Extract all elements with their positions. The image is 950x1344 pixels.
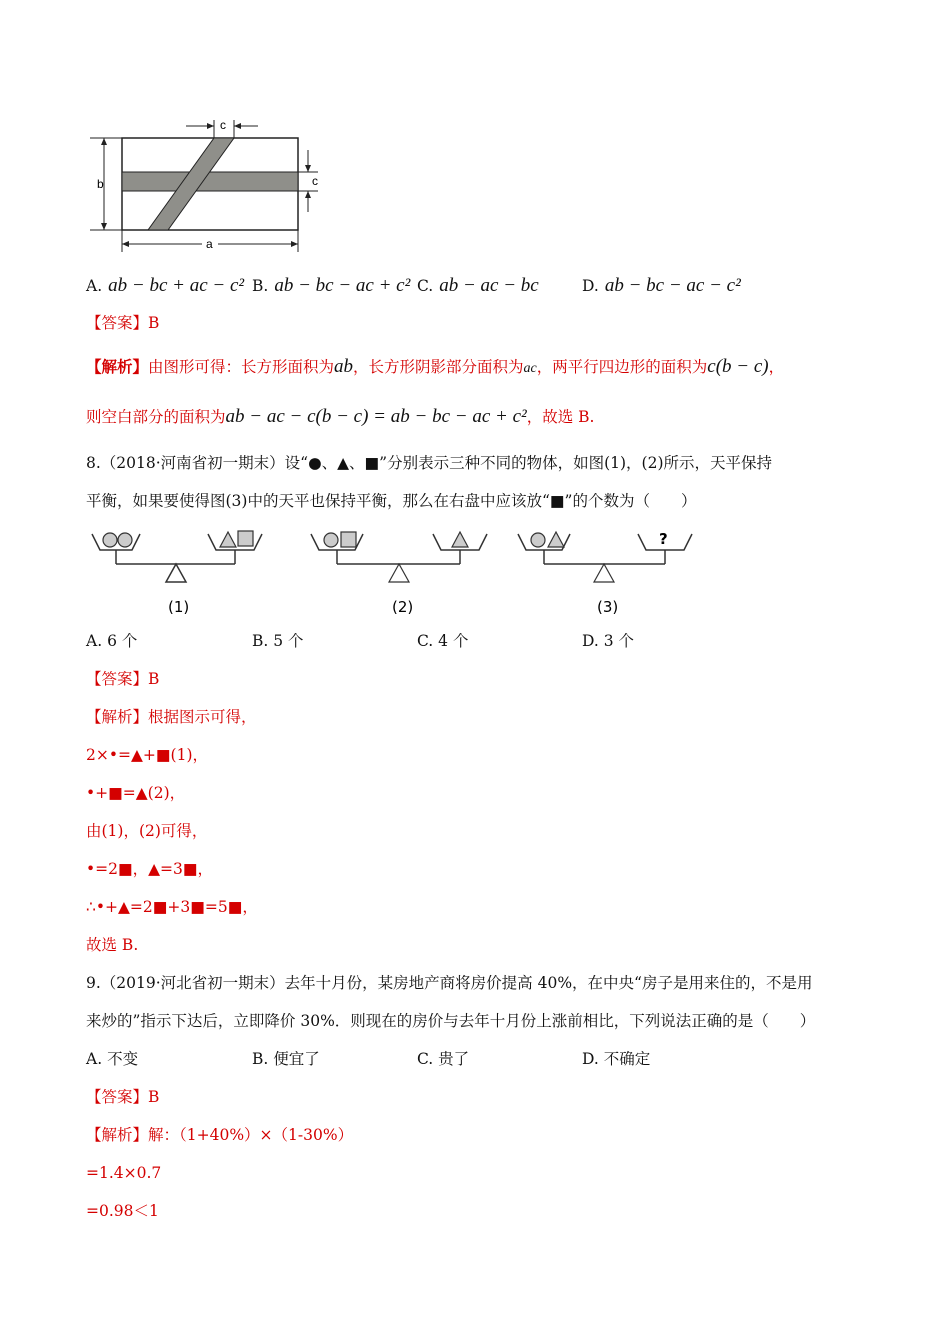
option-letter: B. [252, 277, 269, 295]
caption-3: (3) [597, 598, 619, 616]
q7-analysis-line2 [86, 406, 594, 428]
label-a: a [206, 237, 213, 251]
option-letter: C. [417, 277, 434, 295]
q7-option-d [582, 275, 741, 297]
caption-1: (1) [168, 598, 190, 616]
option-expression: ab − bc + ac − c² [108, 275, 245, 296]
option-expression: ab − bc − ac + c² [274, 275, 411, 296]
q8-analysis-line: 故选 B. [86, 936, 139, 954]
q9-stem-line1: 9.（2019·河北省初一期末）去年十月份，某房地产商将房价提高 40%，在中央“房子是用来住的，不是用 [86, 974, 813, 992]
q9-option-c [417, 1048, 469, 1070]
option-text: 3 个 [603, 632, 635, 650]
analysis-text: ，两平行四边形的面积为 [536, 358, 708, 376]
q8-analysis-line: 【解析】根据图示可得， [86, 708, 257, 726]
rectangle-road-figure [86, 112, 326, 260]
option-letter: D. [582, 1050, 599, 1068]
q8-analysis-line: •+■=▲(2)， [86, 784, 186, 802]
math-ab: ab [334, 356, 354, 377]
option-letter: D. [582, 632, 599, 650]
q8-option-c [417, 630, 468, 652]
option-letter: C. [417, 632, 434, 650]
question-mark: ? [659, 530, 668, 548]
q9-analysis-line: =0.98＜1 [86, 1202, 159, 1220]
q7-option-c [417, 275, 539, 297]
q8-option-d [582, 630, 634, 652]
option-text: 6 个 [107, 632, 138, 650]
q8-analysis-line: 由(1)，(2)可得， [86, 822, 208, 840]
scale-1 [92, 531, 262, 616]
option-letter: A. [86, 277, 103, 295]
analysis-text: ，故选 B. [526, 408, 595, 426]
q7-option-a [86, 275, 244, 297]
analysis-text: ， [768, 358, 785, 376]
horizontal-road [122, 172, 298, 191]
label-c-top: c [220, 118, 226, 132]
option-text: 便宜了 [273, 1050, 320, 1068]
option-letter: B. [252, 1050, 269, 1068]
option-letter: C. [417, 1050, 434, 1068]
math-parallelogram: c(b − c) [707, 356, 769, 377]
q9-stem-line2: 来炒的”指示下达后，立即降价 30%．则现在的房价与去年十月份上涨前相比，下列说法正确的是（ ） [86, 1012, 816, 1030]
q7-analysis-line1 [86, 356, 784, 380]
math-ac: ac [523, 361, 537, 376]
analysis-tag: 【解析】 [86, 357, 149, 376]
label-b: b [97, 177, 104, 191]
q8-option-b [252, 630, 304, 652]
balance-scales-figure [86, 520, 701, 620]
q7-answer: 【答案】B [86, 314, 160, 332]
option-letter: A. [86, 1050, 103, 1068]
option-text: 不确定 [603, 1050, 651, 1068]
q8-answer: 【答案】B [86, 670, 160, 688]
q8-analysis-line: ∴•+▲=2■+3■=5■， [86, 898, 258, 916]
analysis-text: 由图形可得：长方形面积为 [148, 358, 335, 376]
option-text: 不变 [107, 1050, 139, 1068]
option-expression: ab − ac − bc [439, 275, 539, 296]
q8-option-a [86, 630, 137, 652]
caption-2: (2) [392, 598, 414, 616]
option-text: 5 个 [273, 632, 304, 650]
q8-stem-line2: 平衡，如果要使得图(3)中的天平也保持平衡，那么在右盘中应该放“■”的个数为（ ） [86, 492, 697, 510]
option-text: 贵了 [438, 1050, 470, 1068]
q8-analysis-line: •=2■，▲=3■， [86, 860, 214, 878]
scale-2 [311, 532, 487, 616]
q9-option-d [582, 1048, 650, 1070]
q9-analysis-line: =1.4×0.7 [86, 1164, 162, 1182]
label-c-right: c [312, 174, 318, 188]
option-text: 4 个 [438, 632, 469, 650]
q9-option-b [252, 1048, 320, 1070]
q9-option-a [86, 1048, 138, 1070]
q8-stem-line1: 8.（2018·河南省初一期末）设“●、▲、■”分别表示三种不同的物体，如图(1)，(2)所示，天平保持 [86, 454, 773, 472]
option-letter: A. [86, 632, 103, 650]
q9-analysis-line: 【解析】解：（1+40%）×（1-30%） [86, 1126, 354, 1144]
option-letter: D. [582, 277, 599, 295]
q7-option-b [252, 275, 410, 297]
q8-analysis-line: 2×•=▲+■(1)， [86, 746, 208, 764]
analysis-text: ，长方形阴影部分面积为 [353, 358, 524, 376]
option-expression: ab − bc − ac − c² [604, 275, 741, 296]
scale-3 [518, 530, 692, 616]
math-blank-area: ab − ac − c(b − c) = ab − bc − ac + c² [225, 406, 527, 427]
q9-answer: 【答案】B [86, 1088, 160, 1106]
option-letter: B. [252, 632, 269, 650]
analysis-text: 则空白部分的面积为 [86, 408, 226, 426]
